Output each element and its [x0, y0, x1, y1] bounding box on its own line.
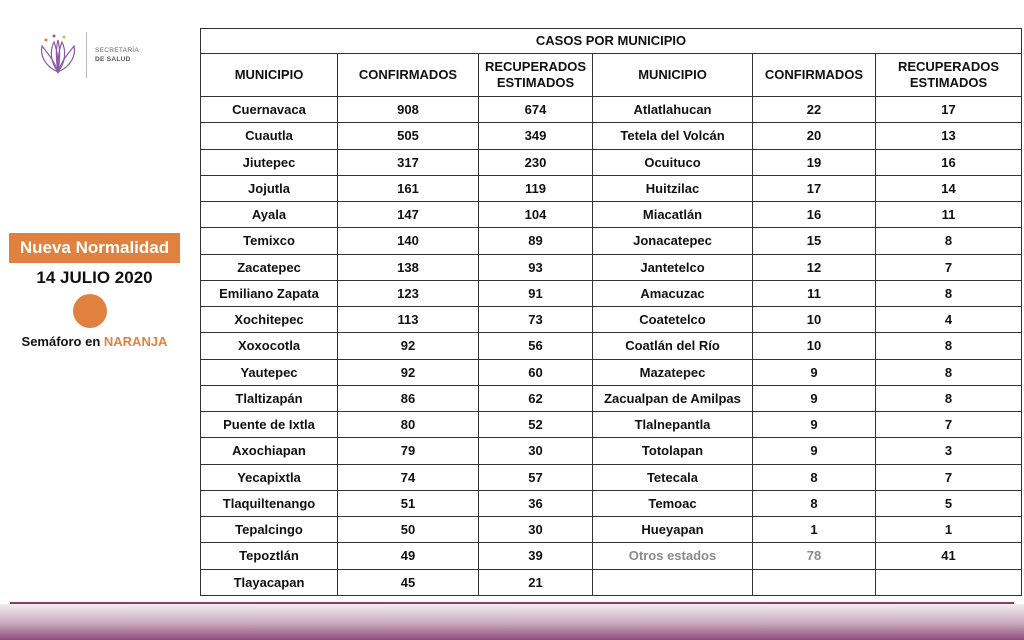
logo-line2: DE SALUD	[95, 56, 131, 63]
right-cell: 9	[753, 359, 876, 385]
right-cell: Totolapan	[593, 438, 753, 464]
left-cell: Tepalcingo	[201, 517, 338, 543]
semaforo-prefix: Semáforo en	[21, 334, 104, 349]
secretaria-de-salud-logo	[34, 30, 174, 80]
right-cell: 1	[753, 517, 876, 543]
left-cell: 30	[479, 517, 593, 543]
left-cell: 104	[479, 202, 593, 228]
table-row	[201, 123, 1022, 149]
right-cell: 78	[753, 543, 876, 569]
left-cell: Jojutla	[201, 175, 338, 201]
cases-by-municipality-table	[200, 28, 1022, 596]
left-cell: 62	[479, 385, 593, 411]
left-cell: 161	[338, 175, 479, 201]
table-row	[201, 490, 1022, 516]
right-cell: 9	[753, 438, 876, 464]
right-cell: 17	[753, 175, 876, 201]
left-cell: 30	[479, 438, 593, 464]
right-cell: 4	[876, 307, 1022, 333]
left-cell: Axochiapan	[201, 438, 338, 464]
right-cell: 3	[876, 438, 1022, 464]
left-cell: 86	[338, 385, 479, 411]
right-cell: 10	[753, 307, 876, 333]
left-cell: 113	[338, 307, 479, 333]
left-cell: Tlaquiltenango	[201, 490, 338, 516]
left-cell: 505	[338, 123, 479, 149]
left-cell: Temixco	[201, 228, 338, 254]
nueva-normalidad-badge: Nueva Normalidad	[9, 233, 180, 263]
traffic-light-orange-icon	[73, 294, 107, 328]
column-header: RECUPERADOS ESTIMADOS	[479, 54, 593, 97]
column-header: CONFIRMADOS	[338, 54, 479, 97]
left-cell: 349	[479, 123, 593, 149]
right-cell: Ocuituco	[593, 149, 753, 175]
left-cell: Yautepec	[201, 359, 338, 385]
left-cell: 60	[479, 359, 593, 385]
left-cell: 57	[479, 464, 593, 490]
left-cell: Yecapixtla	[201, 464, 338, 490]
left-cell: 79	[338, 438, 479, 464]
right-cell	[593, 569, 753, 596]
footer-band	[0, 604, 1024, 640]
table-row	[201, 464, 1022, 490]
left-cell: Xochitepec	[201, 307, 338, 333]
report-date: 14 JULIO 2020	[36, 268, 153, 287]
left-cell: 908	[338, 97, 479, 123]
right-cell: 12	[753, 254, 876, 280]
left-cell: 140	[338, 228, 479, 254]
column-header: RECUPERADOS ESTIMADOS	[876, 54, 1022, 97]
right-cell: 15	[753, 228, 876, 254]
left-cell: 674	[479, 97, 593, 123]
right-cell: 22	[753, 97, 876, 123]
lotus-flower-icon	[34, 32, 82, 78]
right-cell: 8	[876, 359, 1022, 385]
table-row	[201, 543, 1022, 569]
right-cell: 8	[876, 280, 1022, 306]
right-cell: Amacuzac	[593, 280, 753, 306]
right-cell: 13	[876, 123, 1022, 149]
right-cell: 16	[753, 202, 876, 228]
table-row	[201, 97, 1022, 123]
table-row	[201, 517, 1022, 543]
table-row	[201, 149, 1022, 175]
logo-divider	[86, 32, 87, 78]
right-cell: Tlalnepantla	[593, 412, 753, 438]
right-cell: 11	[753, 280, 876, 306]
left-cell: 317	[338, 149, 479, 175]
right-cell: Atlatlahucan	[593, 97, 753, 123]
right-cell	[876, 569, 1022, 596]
table-row	[201, 385, 1022, 411]
right-cell: 41	[876, 543, 1022, 569]
table-row	[201, 333, 1022, 359]
left-cell: Tlayacapan	[201, 569, 338, 596]
right-cell: 5	[876, 490, 1022, 516]
right-cell: 19	[753, 149, 876, 175]
left-cell: 51	[338, 490, 479, 516]
right-cell: Tetela del Volcán	[593, 123, 753, 149]
left-cell: 147	[338, 202, 479, 228]
column-header: CONFIRMADOS	[753, 54, 876, 97]
right-cell: 10	[753, 333, 876, 359]
right-cell: 8	[753, 490, 876, 516]
table-row	[201, 228, 1022, 254]
semaforo-color: NARANJA	[103, 334, 168, 349]
left-cell: 73	[479, 307, 593, 333]
right-cell: Miacatlán	[593, 202, 753, 228]
left-cell: Puente de Ixtla	[201, 412, 338, 438]
left-cell: 123	[338, 280, 479, 306]
right-cell: 8	[876, 333, 1022, 359]
right-cell: 8	[876, 385, 1022, 411]
right-cell: Jonacatepec	[593, 228, 753, 254]
left-cell: 230	[479, 149, 593, 175]
left-cell: 74	[338, 464, 479, 490]
left-cell: 89	[479, 228, 593, 254]
left-cell: 50	[338, 517, 479, 543]
left-cell: 21	[479, 569, 593, 596]
left-cell: 138	[338, 254, 479, 280]
right-cell: Otros estados	[593, 543, 753, 569]
right-cell: 8	[876, 228, 1022, 254]
right-cell: 7	[876, 254, 1022, 280]
table-row	[201, 307, 1022, 333]
semaforo-status	[9, 334, 180, 349]
left-cell: Cuernavaca	[201, 97, 338, 123]
left-cell: 91	[479, 280, 593, 306]
left-cell: 92	[338, 333, 479, 359]
left-cell: Ayala	[201, 202, 338, 228]
left-cell: 49	[338, 543, 479, 569]
table-row	[201, 202, 1022, 228]
left-cell: 36	[479, 490, 593, 516]
right-cell: 11	[876, 202, 1022, 228]
right-cell: 9	[753, 385, 876, 411]
logo-line1: SECRETARÍA	[95, 47, 140, 54]
right-cell: Coatetelco	[593, 307, 753, 333]
left-cell: Cuautla	[201, 123, 338, 149]
right-cell: Coatlán del Río	[593, 333, 753, 359]
right-cell: 7	[876, 412, 1022, 438]
table-header-row	[201, 54, 1022, 97]
right-cell: 9	[753, 412, 876, 438]
left-cell: Tepoztlán	[201, 543, 338, 569]
right-cell: Huitzilac	[593, 175, 753, 201]
left-cell: Xoxocotla	[201, 333, 338, 359]
right-cell: Mazatepec	[593, 359, 753, 385]
right-cell: 7	[876, 464, 1022, 490]
table-title: CASOS POR MUNICIPIO	[201, 29, 1022, 54]
left-cell: Emiliano Zapata	[201, 280, 338, 306]
column-header: MUNICIPIO	[201, 54, 338, 97]
right-cell: 20	[753, 123, 876, 149]
left-cell: 80	[338, 412, 479, 438]
left-cell: 119	[479, 175, 593, 201]
left-cell: Zacatepec	[201, 254, 338, 280]
table-row	[201, 438, 1022, 464]
left-cell: 92	[338, 359, 479, 385]
left-cell: 45	[338, 569, 479, 596]
right-cell	[753, 569, 876, 596]
left-cell: Jiutepec	[201, 149, 338, 175]
column-header: MUNICIPIO	[593, 54, 753, 97]
right-cell: Hueyapan	[593, 517, 753, 543]
left-cell: 56	[479, 333, 593, 359]
right-cell: 1	[876, 517, 1022, 543]
table-row	[201, 280, 1022, 306]
table-row	[201, 359, 1022, 385]
left-cell: 93	[479, 254, 593, 280]
table-row	[201, 254, 1022, 280]
right-cell: 14	[876, 175, 1022, 201]
right-cell: Temoac	[593, 490, 753, 516]
table-row	[201, 175, 1022, 201]
right-cell: Jantetelco	[593, 254, 753, 280]
left-cell: Tlaltizapán	[201, 385, 338, 411]
left-cell: 39	[479, 543, 593, 569]
right-cell: Zacualpan de Amilpas	[593, 385, 753, 411]
right-cell: 17	[876, 97, 1022, 123]
right-cell: 16	[876, 149, 1022, 175]
right-cell: 8	[753, 464, 876, 490]
right-cell: Tetecala	[593, 464, 753, 490]
table-row	[201, 412, 1022, 438]
left-cell: 52	[479, 412, 593, 438]
table-row	[201, 569, 1022, 596]
